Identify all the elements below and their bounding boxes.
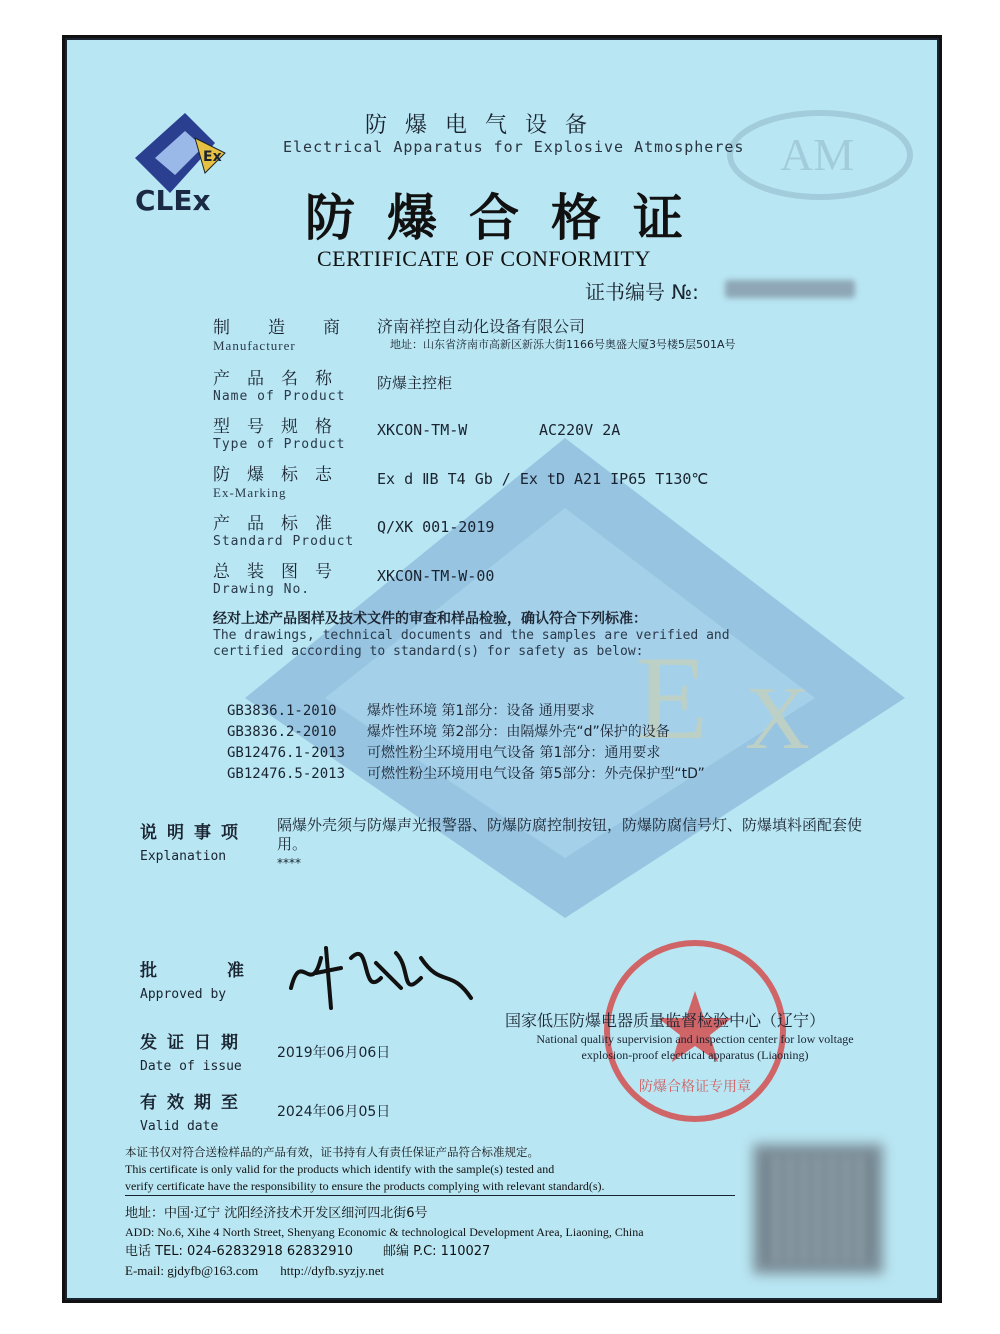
standards-list — [227, 700, 705, 784]
email: E-mail: gjdyfb@163.com — [125, 1263, 259, 1278]
footer-address — [125, 1204, 825, 1280]
website-url: http://dyfb.syzjy.net — [280, 1263, 385, 1278]
am-watermark-icon — [725, 108, 915, 203]
field-type — [213, 412, 349, 452]
address-cn: 地址：中国·辽宁 沈阳经济技术开发区细河四北街6号 — [125, 1206, 428, 1221]
standard-row — [227, 742, 705, 763]
standard-row — [227, 763, 705, 784]
type-value: XKCON-TM-W — [377, 421, 468, 439]
standard-desc: 爆炸性环境 第1部分：设备 通用要求 — [367, 703, 595, 719]
footer-note-en1: This certificate is only valid for the products which identify with the sample(s) tested and — [125, 1162, 555, 1176]
issue-date-value: 2019年06月06日 — [277, 1045, 391, 1061]
explanation-label-cn: 说明事项 — [140, 823, 248, 843]
field-label-en: Standard Product — [213, 534, 355, 549]
approved-label-en: Approved by — [140, 987, 227, 1002]
explanation-label-en: Explanation — [140, 849, 227, 864]
signature-image — [281, 928, 481, 1018]
standard-value: Q/XK 001-2019 — [377, 518, 495, 536]
logo-badge: Ex — [203, 149, 222, 165]
svg-text:X: X — [745, 669, 810, 768]
explanation-label — [140, 818, 248, 864]
standard-desc: 爆炸性环境 第2部分：由隔爆外壳“d”保护的设备 — [367, 724, 670, 740]
valid-date-label — [140, 1088, 248, 1134]
explanation-stars: **** — [277, 856, 301, 870]
certificate-sheet — [62, 35, 942, 1303]
footer-note — [125, 1144, 765, 1195]
field-label-cn: 总装图号 — [213, 562, 349, 582]
explanation-body: 隔爆外壳须与防爆声光报警器、防爆防腐控制按钮，防爆防腐信号灯、防爆填料函配套使用。 — [277, 816, 863, 853]
valid-label-cn: 有效期至 — [140, 1093, 248, 1113]
cert-no-label: 证书编号 №: — [585, 280, 699, 304]
address-en: ADD: No.6, Xihe 4 North Street, Shenyang Economic & technological Development Area, Liaoning, China — [125, 1225, 644, 1239]
cert-no-redacted — [725, 280, 855, 298]
valid-date-value: 2024年06月05日 — [277, 1104, 391, 1120]
product-name-value: 防爆主控柜 — [377, 374, 453, 392]
issue-label-en: Date of issue — [140, 1059, 242, 1074]
statement-cn: 经对上述产品图样及技术文件的审查和样品检验，确认符合下列标准： — [213, 611, 647, 627]
field-drawing-no — [213, 557, 349, 597]
tel: 电话 TEL: 024-62832918 62832910 — [125, 1244, 354, 1259]
standard-code: GB12476.1-2013 — [227, 745, 346, 761]
issuer-en-line2: explosion-proof electrical apparatus (Liaoning) — [581, 1048, 809, 1062]
statement-en — [213, 628, 730, 660]
field-label-cn: 产品名称 — [213, 369, 349, 389]
field-label-en: Name of Product — [213, 389, 346, 404]
postcode: 邮编 P.C: 110027 — [383, 1244, 491, 1259]
field-product-name — [213, 364, 349, 404]
title-cn: 防爆合格证 — [305, 189, 715, 247]
standard-row — [227, 721, 705, 742]
explanation-text — [277, 816, 877, 873]
footer-divider — [125, 1195, 735, 1196]
footer-note-cn: 本证书仅对符合送检样品的产品有效，证书持有人有责任保证产品符合标准规定。 — [125, 1145, 539, 1159]
standard-code: GB3836.1-2010 — [227, 703, 337, 719]
approved-label-cn: 批准 — [140, 961, 314, 981]
field-label-cn: 防爆标志 — [213, 465, 349, 485]
standard-row — [227, 700, 705, 721]
valid-label-en: Valid date — [140, 1119, 219, 1134]
manufacturer-address: 地址：山东省济南市高新区新泺大街1166号奥盛大厦3号楼5层501A号 — [390, 338, 736, 351]
category-en: Electrical Apparatus for Explosive Atmospheres — [283, 138, 745, 156]
issuer-cn: 国家低压防爆电器质量监督检验中心（辽宁） — [505, 1011, 826, 1030]
qr-code-pattern — [765, 1156, 871, 1262]
title-en: CERTIFICATE OF CONFORMITY — [317, 246, 651, 271]
contact-line — [125, 1242, 825, 1261]
field-label-cn: 型号规格 — [213, 417, 349, 437]
field-manufacturer — [213, 313, 378, 354]
field-label-en: Type of Product — [213, 437, 346, 452]
footer-note-en2: verify certificate have the responsibility to ensure the products complying with relevant standard(s). — [125, 1179, 605, 1193]
statement-en-line2: certified according to standard(s) for safety as below: — [213, 644, 644, 659]
issue-label-cn: 发证日期 — [140, 1033, 248, 1053]
seal-text: 防爆合格证专用章 — [639, 1079, 751, 1095]
manufacturer-value: 济南祥控自动化设备有限公司 — [377, 317, 586, 336]
field-label-cn: 制造商 — [213, 318, 378, 338]
field-label-en: Manufacturer — [213, 338, 296, 353]
field-ex-marking — [213, 460, 349, 501]
field-label-cn: 产品标准 — [213, 514, 349, 534]
category-cn: 防爆电气设备 — [365, 113, 606, 138]
standard-code: GB12476.5-2013 — [227, 766, 346, 782]
type-rating-value: AC220V 2A — [539, 421, 621, 439]
svg-text:E: E — [635, 631, 709, 764]
issuer-en — [505, 1031, 885, 1063]
issuer-en-line1: National quality supervision and inspection center for low voltage — [536, 1032, 854, 1046]
field-label-en: Drawing No. — [213, 582, 311, 597]
standard-code: GB3836.2-2010 — [227, 724, 337, 740]
field-standard — [213, 509, 354, 549]
standard-desc: 可燃性粉尘环境用电气设备 第5部分：外壳保护型“tD” — [367, 766, 705, 782]
ex-marking-value: Ex d ⅡB T4 Gb / Ex tD A21 IP65 T130℃ — [377, 470, 709, 488]
standard-desc: 可燃性粉尘环境用电气设备 第1部分：通用要求 — [367, 745, 661, 761]
field-label-en: Ex-Marking — [213, 485, 287, 500]
logo-text: CLEx — [135, 184, 211, 217]
drawing-no-value: XKCON-TM-W-00 — [377, 567, 495, 585]
svg-text:AM: AM — [780, 129, 855, 180]
issue-date-label — [140, 1028, 248, 1074]
web-line — [125, 1261, 825, 1280]
statement-en-line1: The drawings, technical documents and the samples are verified and — [213, 628, 730, 643]
